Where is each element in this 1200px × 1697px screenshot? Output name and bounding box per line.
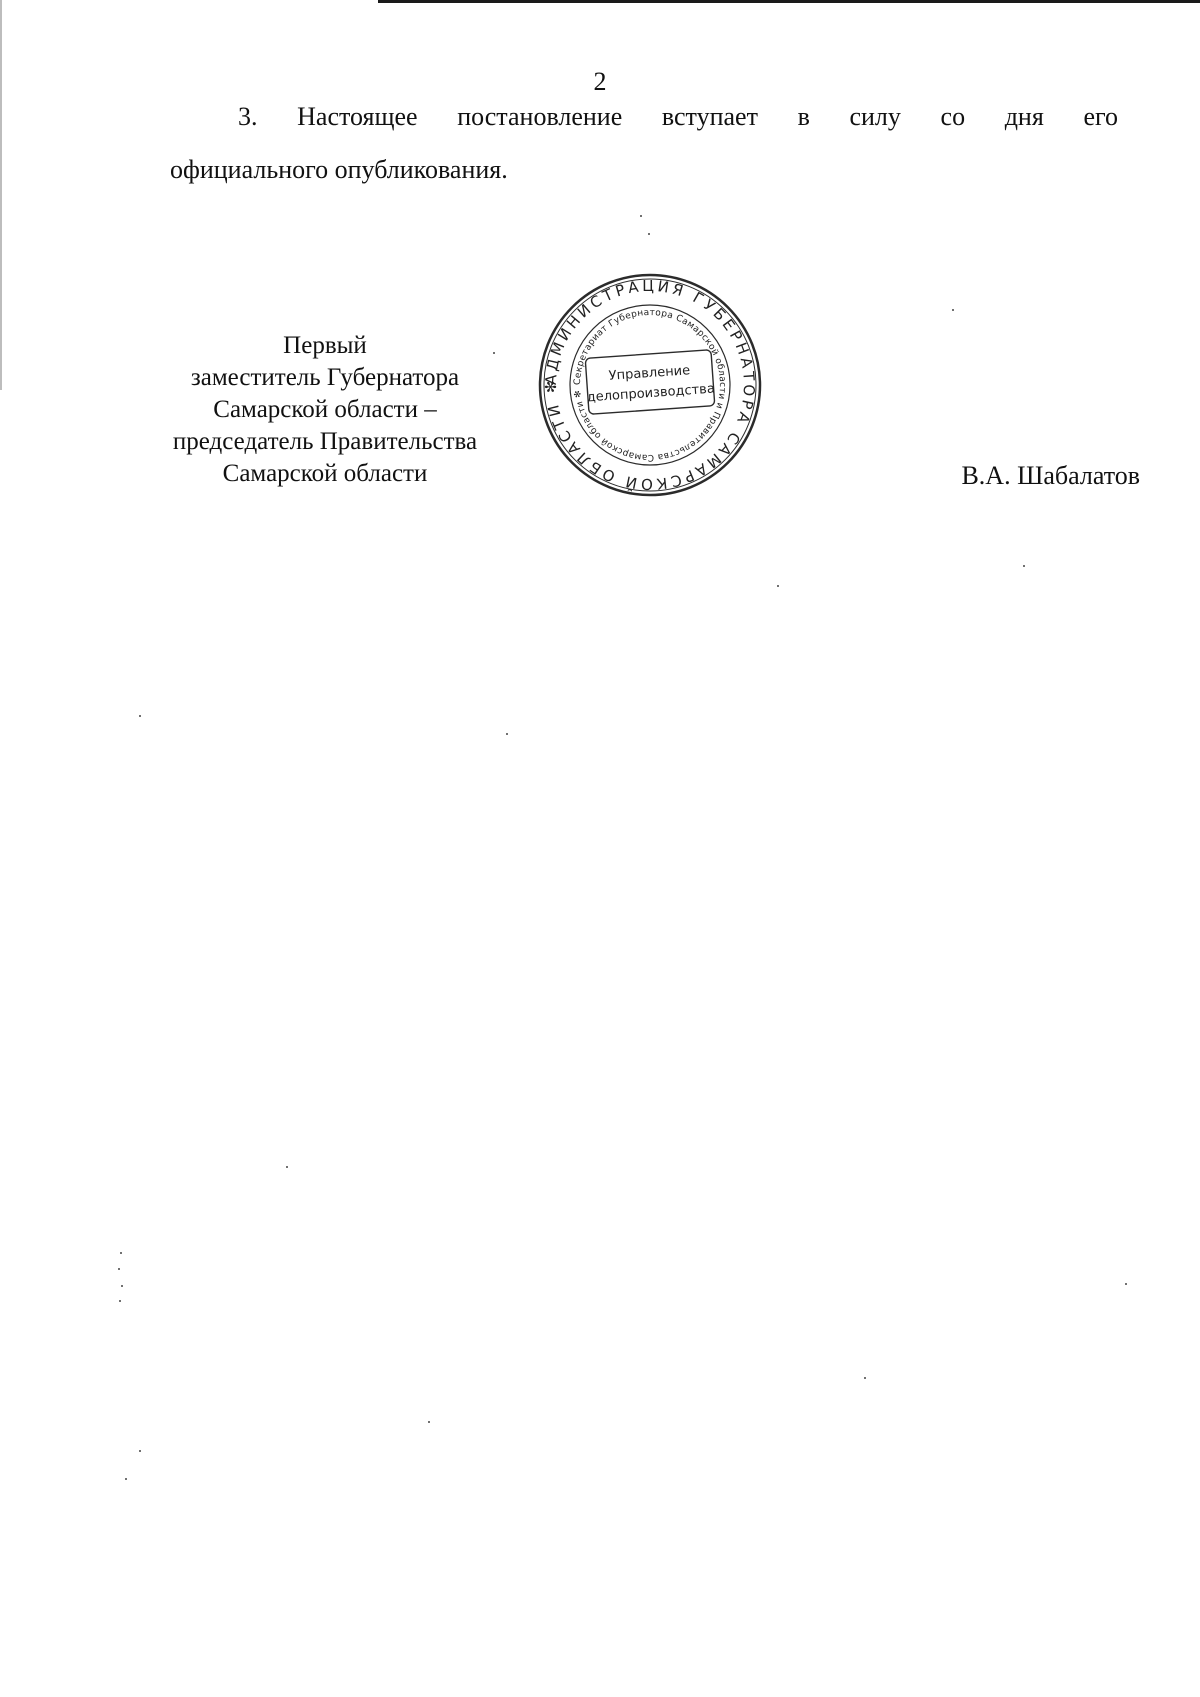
scan-speck	[428, 1421, 430, 1423]
top-border-line	[378, 0, 1200, 3]
paragraph-word: со	[940, 102, 966, 131]
scan-speck	[139, 1450, 141, 1452]
paragraph-word: 3.	[238, 102, 258, 131]
scan-speck	[119, 1300, 121, 1302]
page-number: 2	[593, 67, 607, 96]
paragraph-word: в	[797, 102, 810, 131]
scan-speck	[1125, 1283, 1127, 1285]
stamp-center-line-2: делопроизводства	[586, 381, 716, 406]
signer-position	[140, 330, 510, 490]
scan-speck	[640, 215, 642, 217]
scan-speck	[125, 1478, 127, 1480]
paragraph-word: его	[1083, 102, 1118, 131]
scan-speck	[286, 1166, 288, 1168]
signer-position-line: Самарской области –	[213, 396, 437, 423]
scan-speck	[493, 352, 495, 354]
scan-speck	[506, 733, 508, 735]
paragraph-word: дня	[1004, 102, 1044, 131]
scan-speck	[120, 1252, 122, 1254]
scan-speck	[139, 715, 141, 717]
official-stamp	[535, 270, 765, 500]
scan-speck	[777, 585, 779, 587]
stamp-center-line-1: Управление	[608, 363, 691, 384]
left-scan-edge	[0, 0, 2, 390]
scan-speck	[121, 1285, 123, 1287]
scan-speck	[648, 233, 650, 235]
scan-speck	[118, 1268, 120, 1270]
paragraph-word: постановление	[457, 102, 623, 131]
signer-position-line: председатель Правительства	[172, 428, 478, 455]
paragraph-word: Настоящее	[297, 102, 418, 131]
stamp-outer-text: АДМИНИСТРАЦИЯ ГУБЕРНАТОРА САМАРСКОЙ ОБЛАСТИ ✻	[541, 276, 759, 494]
paragraph-3-line-1	[170, 102, 1118, 132]
paragraph-word: силу	[849, 102, 901, 131]
signer-position-line: Первый	[283, 332, 367, 359]
scan-speck	[952, 309, 954, 311]
scan-speck	[864, 1377, 866, 1379]
paragraph-3-line-2: официального опубликования.	[170, 155, 508, 184]
scan-speck	[1023, 565, 1025, 567]
signer-position-line: заместитель Губернатора	[190, 364, 460, 391]
signer-position-line: Самарской области	[222, 460, 428, 487]
signer-name: В.А. Шабалатов	[961, 461, 1140, 490]
paragraph-word: вступает	[661, 102, 758, 131]
stamp-inner-text: Секретариат Губернатора Самарской области и Правительства Самарской области ✻	[572, 307, 728, 463]
